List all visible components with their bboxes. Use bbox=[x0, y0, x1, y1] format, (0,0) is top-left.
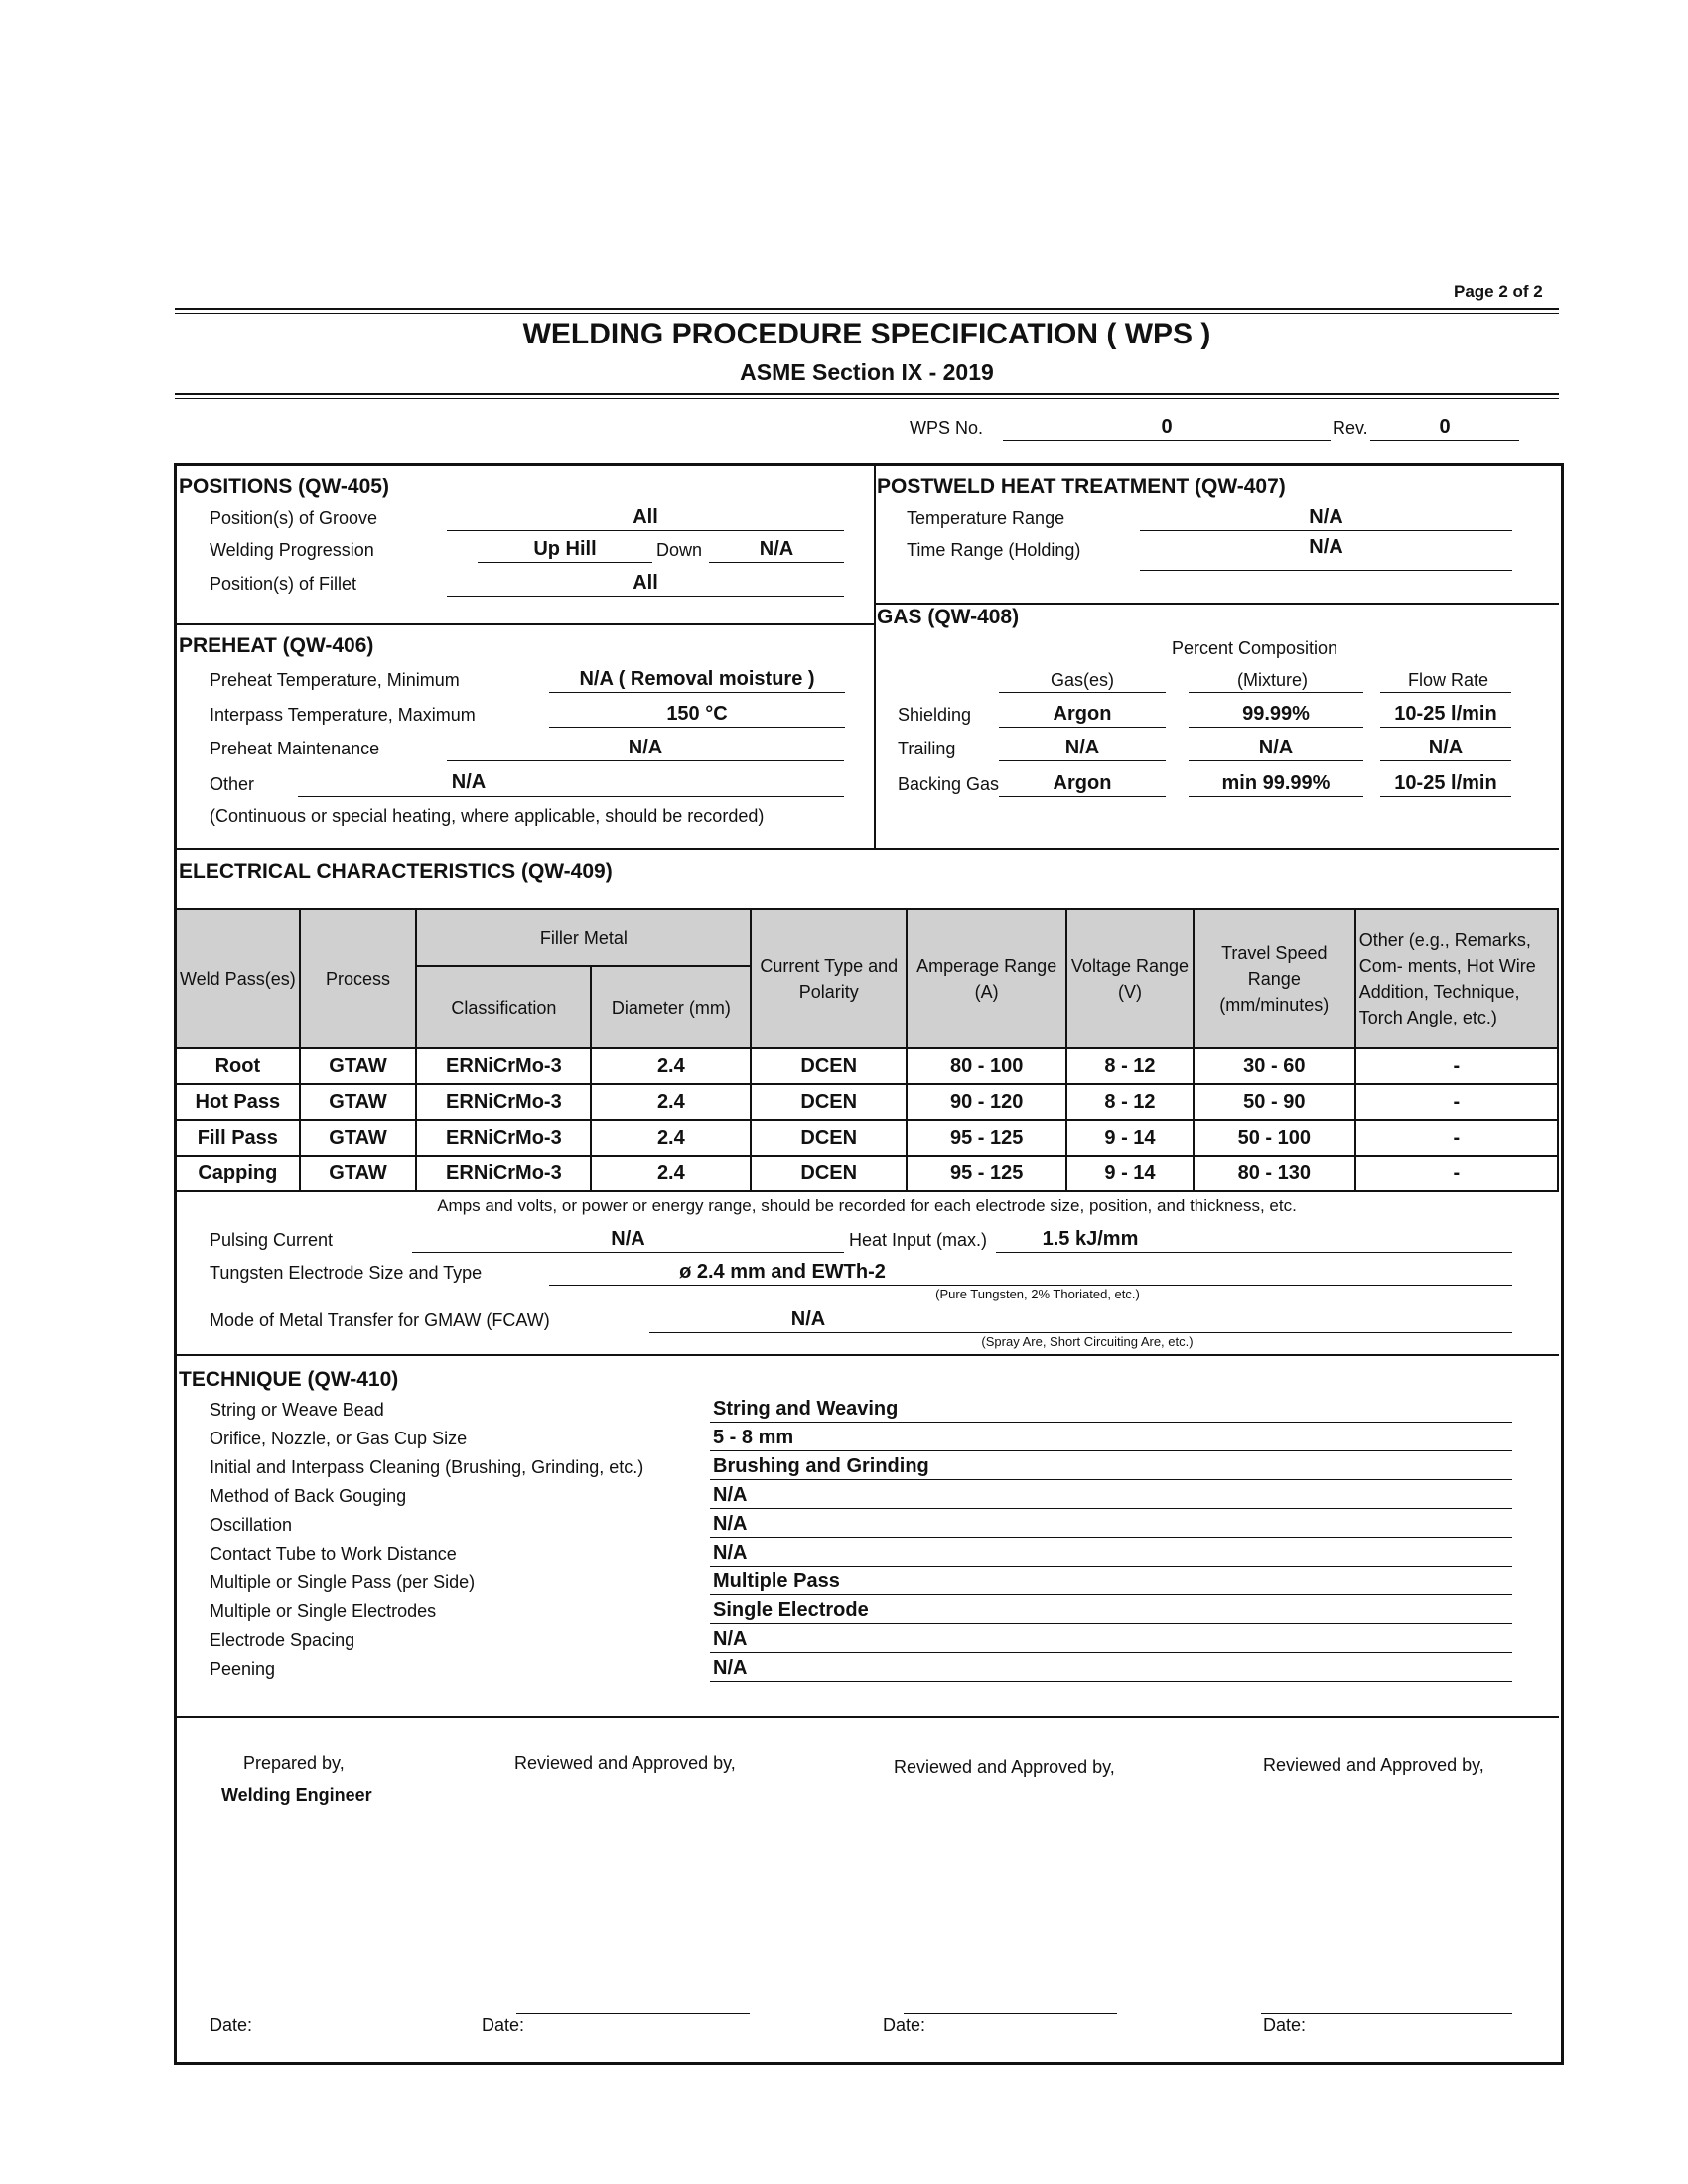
preheat-heading: PREHEAT (QW-406) bbox=[179, 634, 374, 657]
gas-row-gas[interactable]: Argon bbox=[1053, 703, 1112, 725]
th-classification: Classification bbox=[416, 966, 591, 1048]
electrical-table bbox=[175, 908, 1559, 1192]
cell-diameter[interactable]: 2.4 bbox=[591, 1120, 751, 1156]
th-amperage: Amperage Range (A) bbox=[907, 909, 1066, 1048]
down-label: Down bbox=[656, 540, 703, 560]
pwht-gas-divider bbox=[874, 603, 1559, 605]
page-subtitle: ASME Section IX - 2019 bbox=[740, 359, 994, 385]
gas-row-line bbox=[1380, 796, 1511, 797]
cell-voltage[interactable]: 9 - 14 bbox=[1066, 1156, 1194, 1191]
technique-value[interactable]: N/A bbox=[713, 1542, 748, 1564]
cell-process[interactable]: GTAW bbox=[300, 1084, 417, 1120]
gas-row-label: Backing Gas bbox=[898, 774, 1000, 794]
cell-voltage[interactable]: 8 - 12 bbox=[1066, 1084, 1194, 1120]
gas-row-line bbox=[999, 796, 1166, 797]
percent-composition-label: Percent Composition bbox=[1172, 638, 1338, 658]
interpass-line bbox=[549, 727, 845, 728]
gas-row-flow[interactable]: N/A bbox=[1428, 737, 1464, 758]
cell-process[interactable]: GTAW bbox=[300, 1120, 417, 1156]
gas-row-flow[interactable]: 10-25 l/min bbox=[1394, 703, 1497, 725]
rev-value: 0 bbox=[1439, 416, 1451, 438]
gas-heading: GAS (QW-408) bbox=[877, 606, 1020, 628]
technique-label: Peening bbox=[210, 1659, 276, 1679]
technique-line bbox=[710, 1508, 1512, 1509]
positions-preheat-divider bbox=[175, 623, 874, 625]
cell-travel[interactable]: 30 - 60 bbox=[1194, 1048, 1355, 1084]
section-divider-electrical bbox=[175, 848, 1559, 850]
preheat-maint-line bbox=[447, 760, 844, 761]
page-title: WELDING PROCEDURE SPECIFICATION ( WPS ) bbox=[522, 318, 1211, 350]
pulsing-line bbox=[412, 1252, 844, 1253]
cell-diameter[interactable]: 2.4 bbox=[591, 1156, 751, 1191]
rev-line bbox=[1370, 440, 1519, 441]
signature-line-reviewer-1 bbox=[516, 2013, 750, 2014]
technique-label: Multiple or Single Pass (per Side) bbox=[210, 1572, 476, 1592]
gas-row-line bbox=[999, 760, 1166, 761]
gas-col-line-3 bbox=[1380, 692, 1511, 693]
mode-transfer-hint: (Spray Are, Short Circuiting Are, etc.) bbox=[981, 1334, 1194, 1349]
gas-row-label: Shielding bbox=[898, 705, 972, 725]
interpass-label: Interpass Temperature, Maximum bbox=[210, 705, 476, 725]
cell-other[interactable]: - bbox=[1355, 1120, 1558, 1156]
gas-row-mix[interactable]: N/A bbox=[1258, 737, 1294, 758]
technique-line bbox=[710, 1652, 1512, 1653]
th-current: Current Type and Polarity bbox=[751, 909, 907, 1048]
wps-no-line bbox=[1003, 440, 1331, 441]
gas-row-gas[interactable]: N/A bbox=[1064, 737, 1100, 758]
gas-row-gas[interactable]: Argon bbox=[1053, 772, 1112, 794]
preheat-min-value[interactable]: N/A ( Removal moisture ) bbox=[579, 668, 815, 690]
date-label-prepared: Date: bbox=[210, 2015, 253, 2035]
technique-label: Contact Tube to Work Distance bbox=[210, 1544, 457, 1564]
technique-label: String or Weave Bead bbox=[210, 1400, 384, 1420]
cell-travel[interactable]: 50 - 90 bbox=[1194, 1084, 1355, 1120]
fillet-label: Position(s) of Fillet bbox=[210, 574, 357, 594]
technique-line bbox=[710, 1422, 1512, 1423]
cell-amperage[interactable]: 90 - 120 bbox=[907, 1084, 1066, 1120]
th-travel: Travel Speed Range (mm/minutes) bbox=[1194, 909, 1355, 1048]
gas-col-line-2 bbox=[1189, 692, 1363, 693]
heat-input-value[interactable]: 1.5 kJ/mm bbox=[1042, 1228, 1139, 1250]
prepared-by-label: Prepared by, bbox=[243, 1753, 345, 1773]
th-filler-metal: Filler Metal bbox=[416, 909, 751, 966]
cell-voltage[interactable]: 8 - 12 bbox=[1066, 1048, 1194, 1084]
cell-current[interactable]: DCEN bbox=[751, 1084, 907, 1120]
pwht-time-line bbox=[1140, 570, 1512, 571]
preheat-maint-label: Preheat Maintenance bbox=[210, 739, 380, 758]
cell-pass[interactable]: Fill Pass bbox=[176, 1120, 300, 1156]
electrical-note: Amps and volts, or power or energy range, should be recorded for each electrode size, position, and thickness, etc. bbox=[437, 1196, 1297, 1215]
technique-label: Oscillation bbox=[210, 1515, 293, 1535]
technique-line bbox=[710, 1450, 1512, 1451]
date-label-reviewer-2: Date: bbox=[883, 2015, 926, 2035]
preheat-maint-value[interactable]: N/A bbox=[628, 737, 663, 758]
header-rule-bottom bbox=[175, 393, 1559, 395]
table-row bbox=[176, 1048, 1558, 1084]
th-diameter: Diameter (mm) bbox=[591, 966, 751, 1048]
tungsten-hint: (Pure Tungsten, 2% Thoriated, etc.) bbox=[935, 1287, 1140, 1301]
technique-value[interactable]: Single Electrode bbox=[713, 1599, 869, 1621]
down-line bbox=[709, 562, 844, 563]
groove-line bbox=[447, 530, 844, 531]
progression-label: Welding Progression bbox=[210, 540, 374, 560]
gas-row-mix[interactable]: 99.99% bbox=[1242, 703, 1310, 725]
gas-row-line bbox=[1189, 796, 1363, 797]
cell-classification[interactable]: ERNiCrMo-3 bbox=[416, 1084, 591, 1120]
technique-value[interactable]: 5 - 8 mm bbox=[713, 1427, 794, 1448]
cell-amperage[interactable]: 95 - 125 bbox=[907, 1120, 1066, 1156]
technique-label: Multiple or Single Electrodes bbox=[210, 1601, 437, 1621]
cell-pass[interactable]: Capping bbox=[176, 1156, 300, 1191]
table-row bbox=[176, 1156, 1558, 1191]
preheat-other-line bbox=[298, 796, 844, 797]
th-other: Other (e.g., Remarks, Com- ments, Hot Wire Addition, Technique, Torch Angle, etc.) bbox=[1355, 909, 1558, 1048]
progression-up-line bbox=[478, 562, 652, 563]
pwht-heading: POSTWELD HEAT TREATMENT (QW-407) bbox=[877, 476, 1286, 498]
fillet-line bbox=[447, 596, 844, 597]
cell-process[interactable]: GTAW bbox=[300, 1048, 417, 1084]
section-divider-technique bbox=[175, 1354, 1559, 1356]
technique-line bbox=[710, 1681, 1512, 1682]
heat-input-line bbox=[996, 1252, 1512, 1253]
rev-label: Rev. bbox=[1333, 418, 1368, 438]
header-rule-top-2 bbox=[175, 313, 1559, 314]
gas-row-line bbox=[1189, 727, 1363, 728]
preheat-other-label: Other bbox=[210, 774, 255, 794]
pulsing-value[interactable]: N/A bbox=[611, 1228, 645, 1250]
mode-transfer-value[interactable]: N/A bbox=[790, 1308, 826, 1330]
cell-diameter[interactable]: 2.4 bbox=[591, 1048, 751, 1084]
prepared-by-role: Welding Engineer bbox=[221, 1785, 372, 1805]
th-weld-pass: Weld Pass(es) bbox=[176, 909, 300, 1048]
preheat-other-value[interactable]: N/A bbox=[451, 771, 487, 793]
tungsten-line bbox=[549, 1285, 1512, 1286]
groove-value[interactable]: All bbox=[633, 506, 658, 528]
preheat-min-line bbox=[549, 692, 845, 693]
technique-value[interactable]: N/A bbox=[713, 1484, 748, 1506]
gas-col-line-1 bbox=[999, 692, 1166, 693]
pwht-temp-line bbox=[1140, 530, 1512, 531]
technique-line bbox=[710, 1566, 1512, 1567]
cell-other[interactable]: - bbox=[1355, 1048, 1558, 1084]
table-row bbox=[176, 1120, 1558, 1156]
cell-amperage[interactable]: 80 - 100 bbox=[907, 1048, 1066, 1084]
groove-label: Position(s) of Groove bbox=[210, 508, 378, 528]
header-rule-top bbox=[175, 308, 1559, 310]
pwht-temp-value[interactable]: N/A bbox=[1309, 506, 1343, 528]
electrical-heading: ELECTRICAL CHARACTERISTICS (QW-409) bbox=[179, 860, 613, 883]
signature-line-reviewer-3 bbox=[1261, 2013, 1512, 2014]
gas-row-label: Trailing bbox=[898, 739, 956, 758]
technique-value[interactable]: N/A bbox=[713, 1513, 748, 1535]
technique-value[interactable]: String and Weaving bbox=[713, 1398, 899, 1420]
mode-transfer-line bbox=[649, 1332, 1512, 1333]
gas-col-flow: Flow Rate bbox=[1408, 670, 1489, 690]
gas-row-flow[interactable]: 10-25 l/min bbox=[1394, 772, 1497, 794]
technique-label: Method of Back Gouging bbox=[210, 1486, 407, 1506]
table-row bbox=[176, 1084, 1558, 1120]
cell-current[interactable]: DCEN bbox=[751, 1048, 907, 1084]
pwht-temp-label: Temperature Range bbox=[907, 508, 1065, 528]
cell-other[interactable]: - bbox=[1355, 1156, 1558, 1191]
cell-amperage[interactable]: 95 - 125 bbox=[907, 1156, 1066, 1191]
technique-value[interactable]: N/A bbox=[713, 1628, 748, 1650]
date-label-reviewer-1: Date: bbox=[482, 2015, 525, 2035]
tungsten-value[interactable]: ø 2.4 mm and EWTh-2 bbox=[679, 1261, 886, 1283]
wps-no-label: WPS No. bbox=[910, 418, 984, 438]
wps-no-value: 0 bbox=[1161, 416, 1173, 438]
page-number: Page 2 of 2 bbox=[1454, 282, 1543, 301]
technique-label: Electrode Spacing bbox=[210, 1630, 355, 1650]
cell-current[interactable]: DCEN bbox=[751, 1120, 907, 1156]
positions-heading: POSITIONS (QW-405) bbox=[179, 476, 389, 498]
gas-row-line bbox=[1380, 727, 1511, 728]
preheat-note: (Continuous or special heating, where applicable, should be recorded) bbox=[210, 806, 765, 826]
technique-value[interactable]: N/A bbox=[713, 1657, 748, 1679]
technique-value[interactable]: Brushing and Grinding bbox=[713, 1455, 929, 1477]
signature-line-reviewer-2 bbox=[904, 2013, 1117, 2014]
technique-label: Orifice, Nozzle, or Gas Cup Size bbox=[210, 1429, 468, 1448]
technique-line bbox=[710, 1479, 1512, 1480]
cell-other[interactable]: - bbox=[1355, 1084, 1558, 1120]
gas-col-mixture: (Mixture) bbox=[1237, 670, 1308, 690]
reviewed-by-label-3: Reviewed and Approved by, bbox=[1263, 1755, 1484, 1775]
cell-travel[interactable]: 50 - 100 bbox=[1194, 1120, 1355, 1156]
pwht-time-label: Time Range (Holding) bbox=[907, 540, 1081, 560]
cell-classification[interactable]: ERNiCrMo-3 bbox=[416, 1156, 591, 1191]
fillet-value[interactable]: All bbox=[633, 572, 658, 594]
cell-pass[interactable]: Root bbox=[176, 1048, 300, 1084]
cell-voltage[interactable]: 9 - 14 bbox=[1066, 1120, 1194, 1156]
reviewed-by-label-2: Reviewed and Approved by, bbox=[894, 1757, 1115, 1777]
preheat-min-label: Preheat Temperature, Minimum bbox=[210, 670, 460, 690]
mode-transfer-label: Mode of Metal Transfer for GMAW (FCAW) bbox=[210, 1310, 550, 1330]
cell-travel[interactable]: 80 - 130 bbox=[1194, 1156, 1355, 1191]
cell-pass[interactable]: Hot Pass bbox=[176, 1084, 300, 1120]
th-voltage: Voltage Range (V) bbox=[1066, 909, 1194, 1048]
down-value[interactable]: N/A bbox=[759, 538, 794, 560]
interpass-value[interactable]: 150 °C bbox=[666, 703, 728, 725]
gas-row-line bbox=[1189, 760, 1363, 761]
heat-input-label: Heat Input (max.) bbox=[849, 1230, 988, 1250]
technique-value[interactable]: Multiple Pass bbox=[713, 1570, 840, 1592]
header-rule-bottom-2 bbox=[175, 398, 1559, 399]
technique-label: Initial and Interpass Cleaning (Brushing, Grinding, etc.) bbox=[210, 1457, 644, 1477]
pwht-time-value[interactable]: N/A bbox=[1309, 536, 1343, 558]
tungsten-label: Tungsten Electrode Size and Type bbox=[210, 1263, 483, 1283]
progression-up-value[interactable]: Up Hill bbox=[533, 538, 597, 560]
cell-classification[interactable]: ERNiCrMo-3 bbox=[416, 1048, 591, 1084]
gas-row-line bbox=[999, 727, 1166, 728]
pulsing-label: Pulsing Current bbox=[210, 1230, 334, 1250]
upper-divider bbox=[874, 463, 876, 848]
gas-row-mix[interactable]: min 99.99% bbox=[1221, 772, 1331, 794]
cell-classification[interactable]: ERNiCrMo-3 bbox=[416, 1120, 591, 1156]
cell-current[interactable]: DCEN bbox=[751, 1156, 907, 1191]
reviewed-by-label-1: Reviewed and Approved by, bbox=[514, 1753, 736, 1773]
section-divider-signatures bbox=[175, 1716, 1559, 1718]
date-label-reviewer-3: Date: bbox=[1263, 2015, 1307, 2035]
cell-process[interactable]: GTAW bbox=[300, 1156, 417, 1191]
gas-col-gases: Gas(es) bbox=[1051, 670, 1115, 690]
technique-line bbox=[710, 1537, 1512, 1538]
technique-line bbox=[710, 1594, 1512, 1595]
cell-diameter[interactable]: 2.4 bbox=[591, 1084, 751, 1120]
gas-row-line bbox=[1380, 760, 1511, 761]
technique-line bbox=[710, 1623, 1512, 1624]
technique-heading: TECHNIQUE (QW-410) bbox=[179, 1368, 399, 1391]
th-process: Process bbox=[300, 909, 417, 1048]
